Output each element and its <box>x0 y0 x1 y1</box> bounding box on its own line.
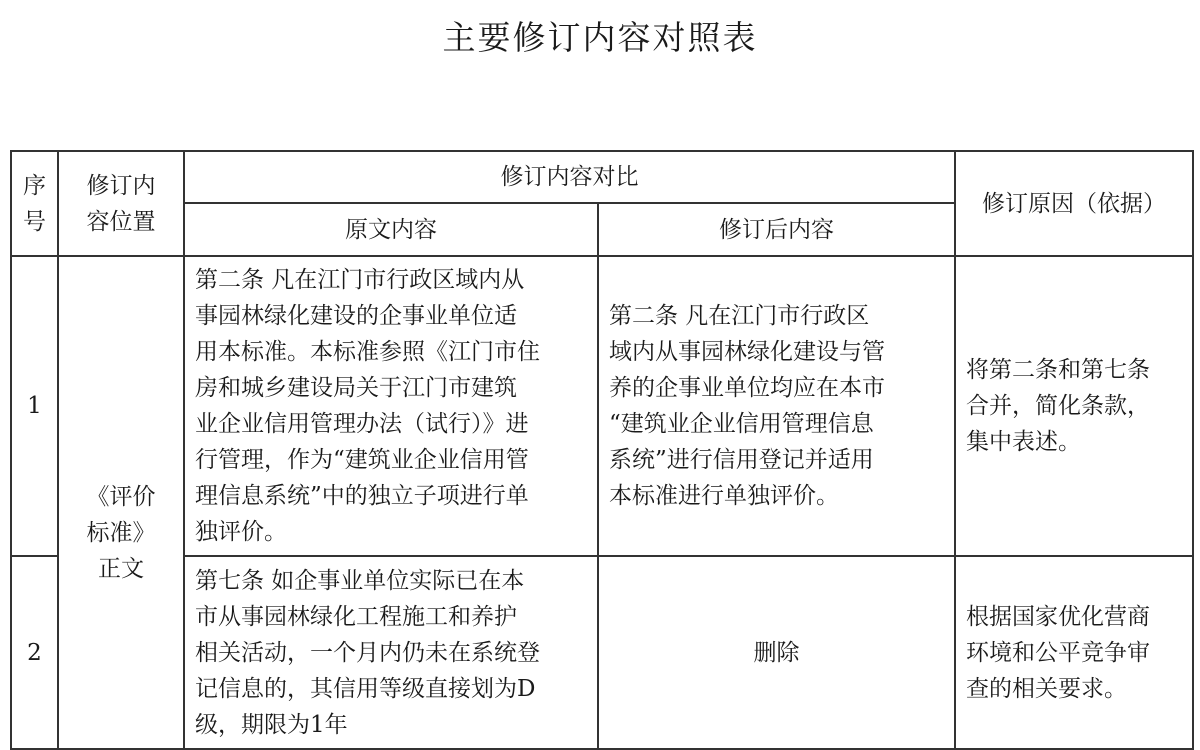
header-original: 原文内容 <box>184 203 598 256</box>
header-comparison: 修订内容对比 <box>184 151 955 203</box>
header-text: 修订内 <box>86 172 156 199</box>
text-line: 本标准进行单独评价。 <box>609 483 839 509</box>
text-line: 理信息系统”中的独立子项进行单 <box>195 483 529 509</box>
revised-cell: 删除 <box>598 556 955 749</box>
text-line: “建筑业企业信用管理信息 <box>609 411 874 437</box>
table-row <box>11 256 1193 556</box>
text-line: 独评价。 <box>195 519 287 545</box>
text-line: 域内从事园林绿化建设与管 <box>609 339 885 365</box>
text-line: 相关活动，一个月内仍未在系统登 <box>195 639 540 666</box>
text-line: 系统”进行信用登记并适用 <box>609 447 874 473</box>
text-line: 养的企事业单位均应在本市 <box>609 375 885 401</box>
text-line: 集中表述。 <box>966 429 1081 455</box>
reason-cell <box>955 256 1193 556</box>
original-cell <box>184 256 598 556</box>
text-line: 第二条 凡在江门市行政区 <box>609 303 870 329</box>
revised-cell <box>598 256 955 556</box>
position-cell <box>58 256 184 749</box>
header-text: 序 <box>23 172 46 199</box>
revision-comparison-table <box>10 150 1194 750</box>
text-line: 业企业信用管理办法（试行）》进 <box>195 411 529 437</box>
original-cell <box>184 556 598 749</box>
text-line: 合并，简化条款， <box>966 393 1150 419</box>
text-line: 记信息的，其信用等级直接划为D <box>195 675 536 702</box>
header-revised: 修订后内容 <box>598 203 955 256</box>
header-position <box>58 151 184 256</box>
position-text: 标准》 <box>86 519 156 546</box>
header-seq <box>11 151 58 256</box>
position-text: 《评价 <box>86 483 156 510</box>
position-text: 正文 <box>98 555 144 582</box>
text-line: 将第二条和第七条 <box>966 357 1150 383</box>
text-line: 第七条 如企事业单位实际已在本 <box>195 567 525 594</box>
reason-cell <box>955 556 1193 749</box>
row-seq: 1 <box>11 256 58 556</box>
header-text: 容位置 <box>86 208 156 235</box>
text-line: 房和城乡建设局关于江门市建筑 <box>195 375 517 401</box>
text-line: 环境和公平竞争审 <box>966 639 1150 666</box>
text-line: 行管理，作为“建筑业企业信用管 <box>195 447 529 473</box>
header-row <box>11 151 1193 203</box>
text-line: 级，期限为1年 <box>195 711 348 738</box>
text-line: 事园林绿化建设的企事业单位适 <box>195 303 517 329</box>
text-line: 根据国家优化营商 <box>966 603 1150 630</box>
text-line: 第二条 凡在江门市行政区域内从 <box>195 267 525 293</box>
table-row <box>11 556 1193 749</box>
text-line: 用本标准。本标准参照《江门市住 <box>195 339 540 365</box>
page-title: 主要修订内容对照表 <box>442 18 758 57</box>
row-seq: 2 <box>11 556 58 749</box>
header-reason: 修订原因（依据） <box>955 151 1193 256</box>
header-text: 号 <box>23 208 46 235</box>
text-line: 查的相关要求。 <box>966 675 1127 702</box>
text-line: 市从事园林绿化工程施工和养护 <box>195 603 517 630</box>
